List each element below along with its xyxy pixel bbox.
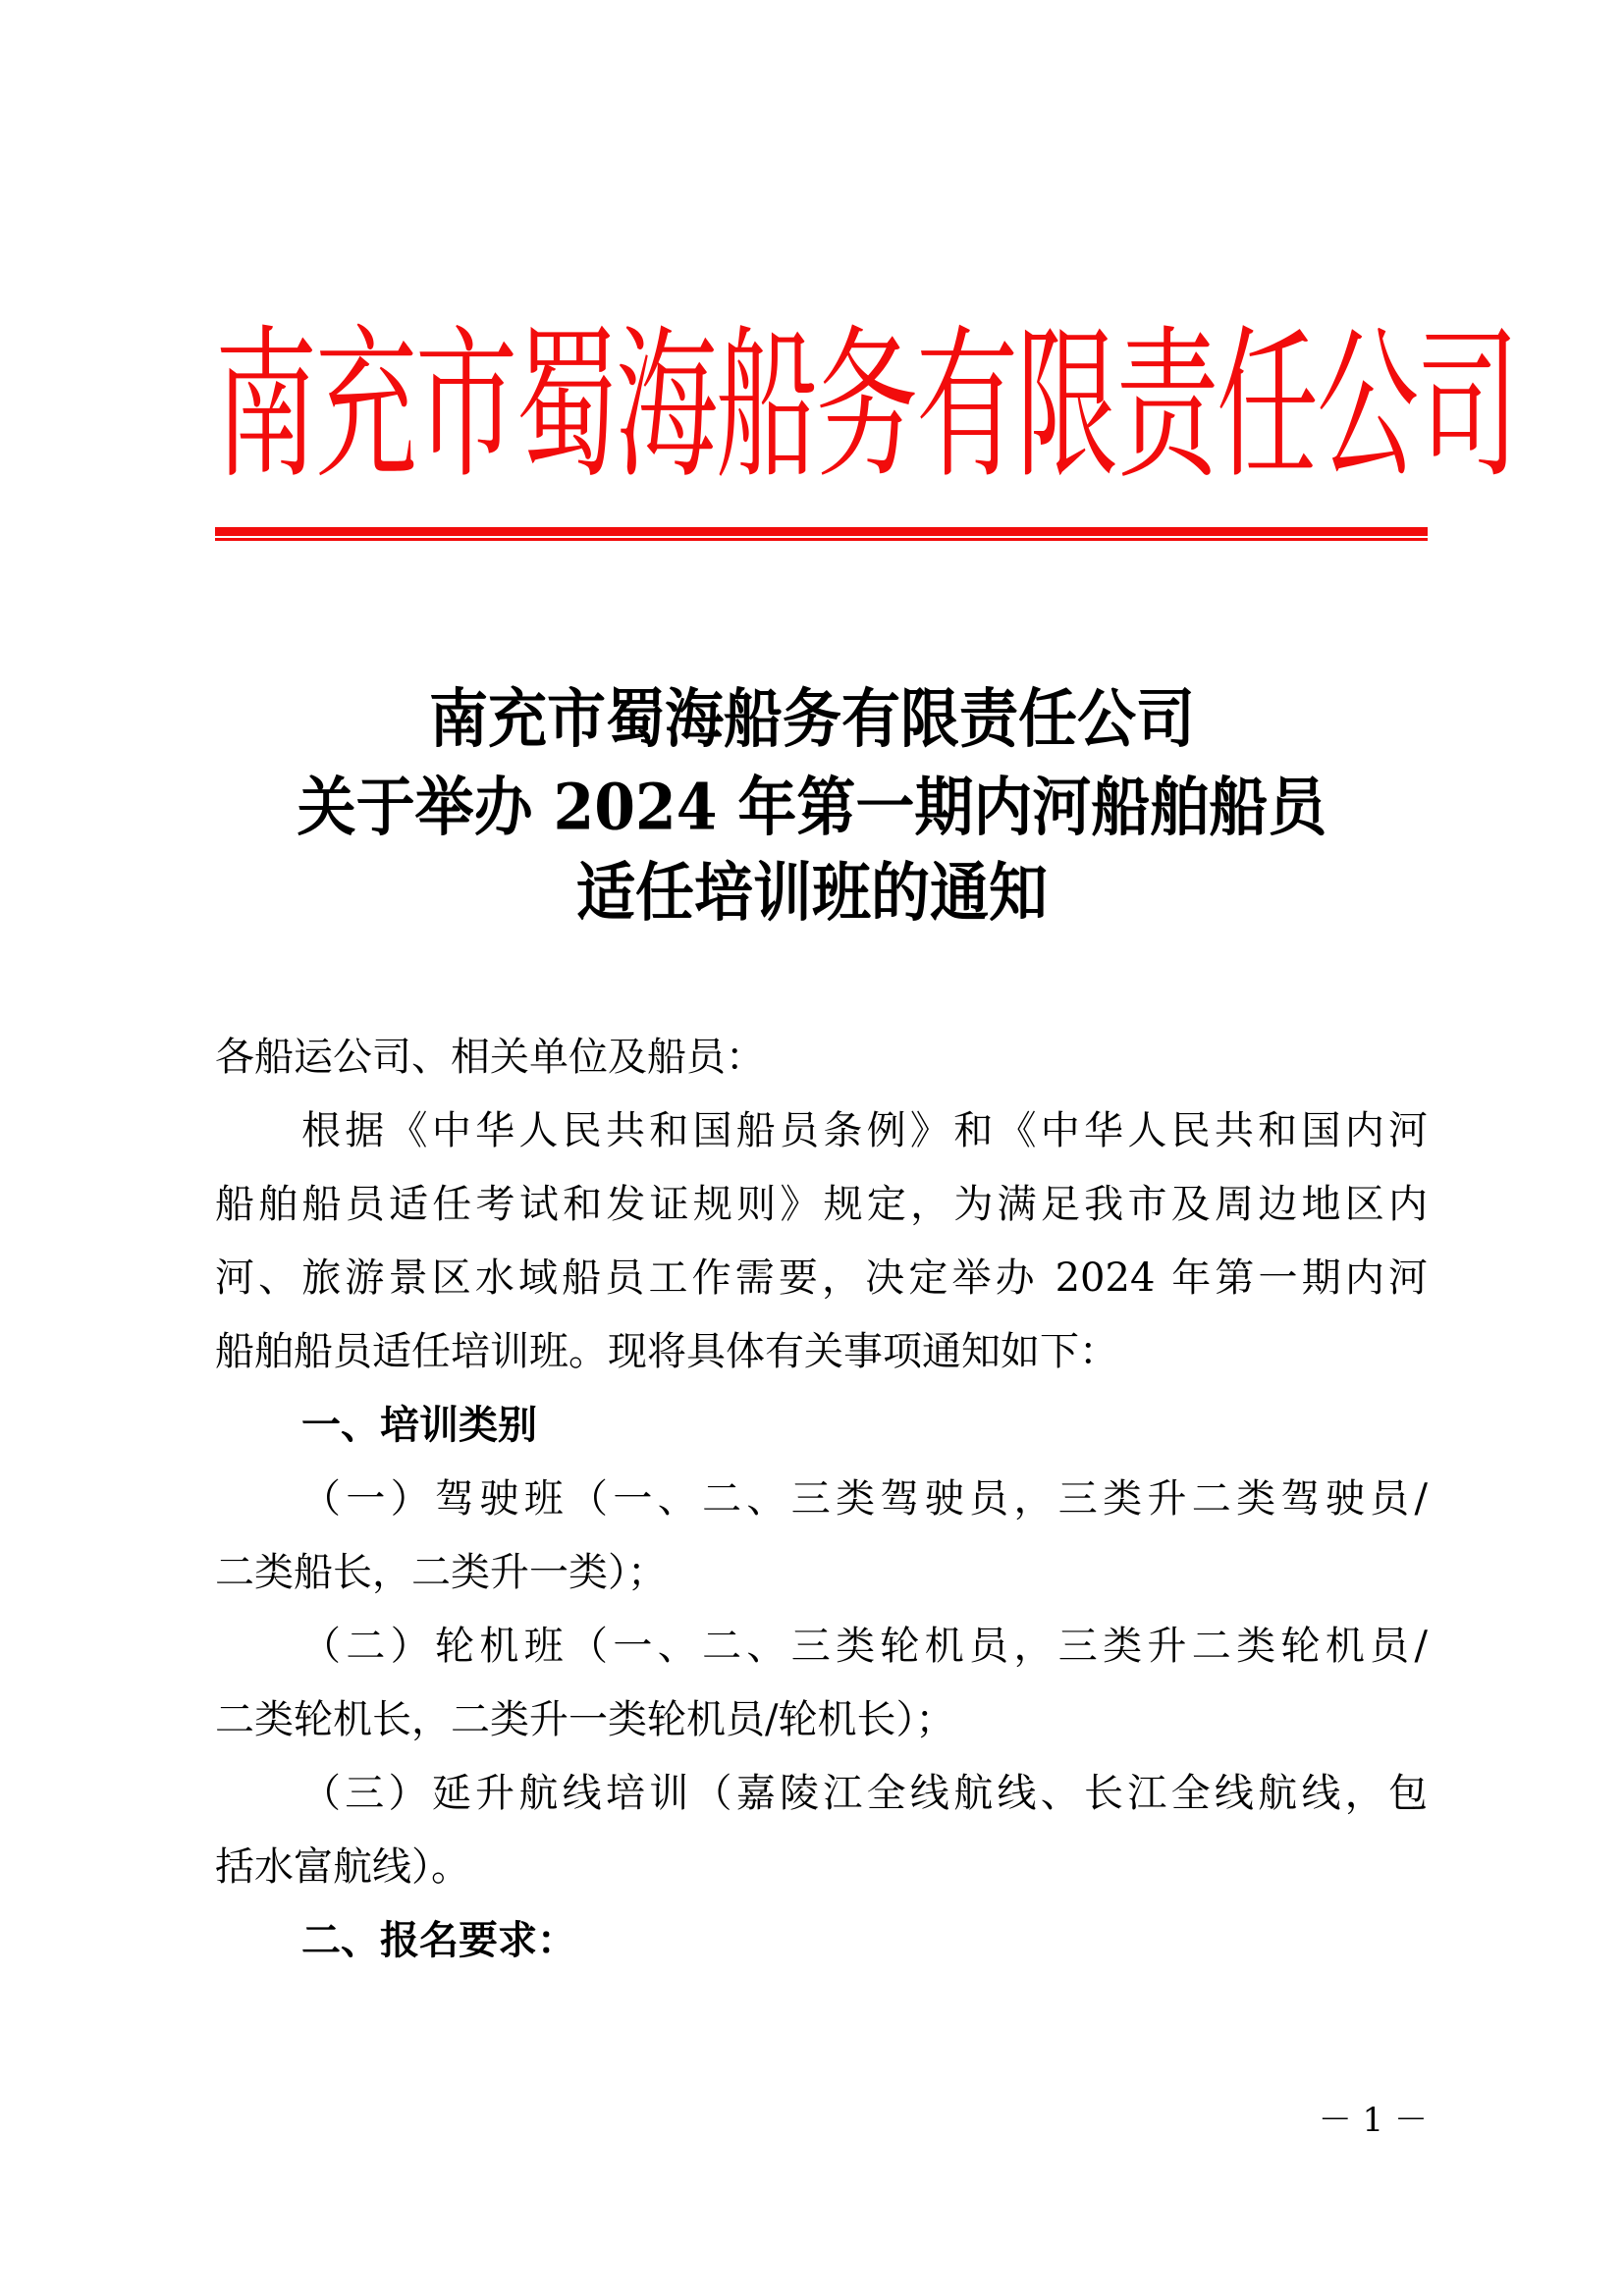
letterhead-char: 司 [1417,309,1520,502]
training-item-engine: （二）轮机班（一、二、三类轮机员，三类升二类轮机员/ [301,1624,1428,1669]
training-item-navigation: （一）驾驶班（一、二、三类驾驶员，三类升二类驾驶员/ [301,1476,1428,1522]
letterhead-rule-thick [215,527,1428,536]
letterhead-char: 市 [415,309,518,502]
body-paragraph-line: 船舶船员适任考试和发证规则》规定，为满足我市及周边地区内 [215,1182,1428,1227]
letterhead-char: 船 [716,309,819,502]
letterhead-company-name [215,309,1520,502]
letterhead-char: 责 [1116,309,1219,502]
letterhead-char: 务 [816,309,919,502]
page-number: － 1 － [1318,2101,1428,2140]
training-item-engine-cont: 二类轮机长，二类升一类轮机员/轮机长）； [215,1697,955,1742]
document-title-line-1: 南充市蜀海船务有限责任公司 [429,682,1195,757]
training-item-navigation-cont: 二类船长，二类升一类）； [215,1550,667,1595]
section-heading-registration-requirements: 二、报名要求： [301,1918,576,1963]
letterhead-char: 充 [315,309,418,502]
body-paragraph-line: 根据《中华人民共和国船员条例》和《中华人民共和国内河 [301,1108,1428,1153]
training-item-route-extension-cont: 括水富航线）。 [215,1844,470,1890]
training-item-route-extension: （三）延升航线培训（嘉陵江全线航线、长江全线航线，包 [301,1771,1428,1816]
body-paragraph-line: 河、旅游景区水域船员工作需要，决定举办 2024 年第一期内河 [215,1255,1428,1301]
letterhead-char: 蜀 [515,309,619,502]
document-title-line-2: 关于举办 2024 年第一期内河船舶船员 [297,771,1327,845]
salutation: 各船运公司、相关单位及船员： [215,1035,765,1080]
letterhead-rule-thin [215,538,1428,541]
section-heading-training-categories: 一、培训类别 [301,1403,537,1448]
letterhead-char: 有 [916,309,1019,502]
letterhead-char: 南 [215,309,318,502]
document-title-line-3: 适任培训班的通知 [576,856,1048,931]
letterhead-char: 海 [616,309,719,502]
letterhead-char: 任 [1217,309,1320,502]
letterhead-char: 公 [1317,309,1420,502]
body-paragraph-line: 船舶船员适任培训班。现将具体有关事项通知如下： [215,1329,1118,1374]
letterhead-char: 限 [1016,309,1119,502]
document-body [215,1021,1428,1978]
